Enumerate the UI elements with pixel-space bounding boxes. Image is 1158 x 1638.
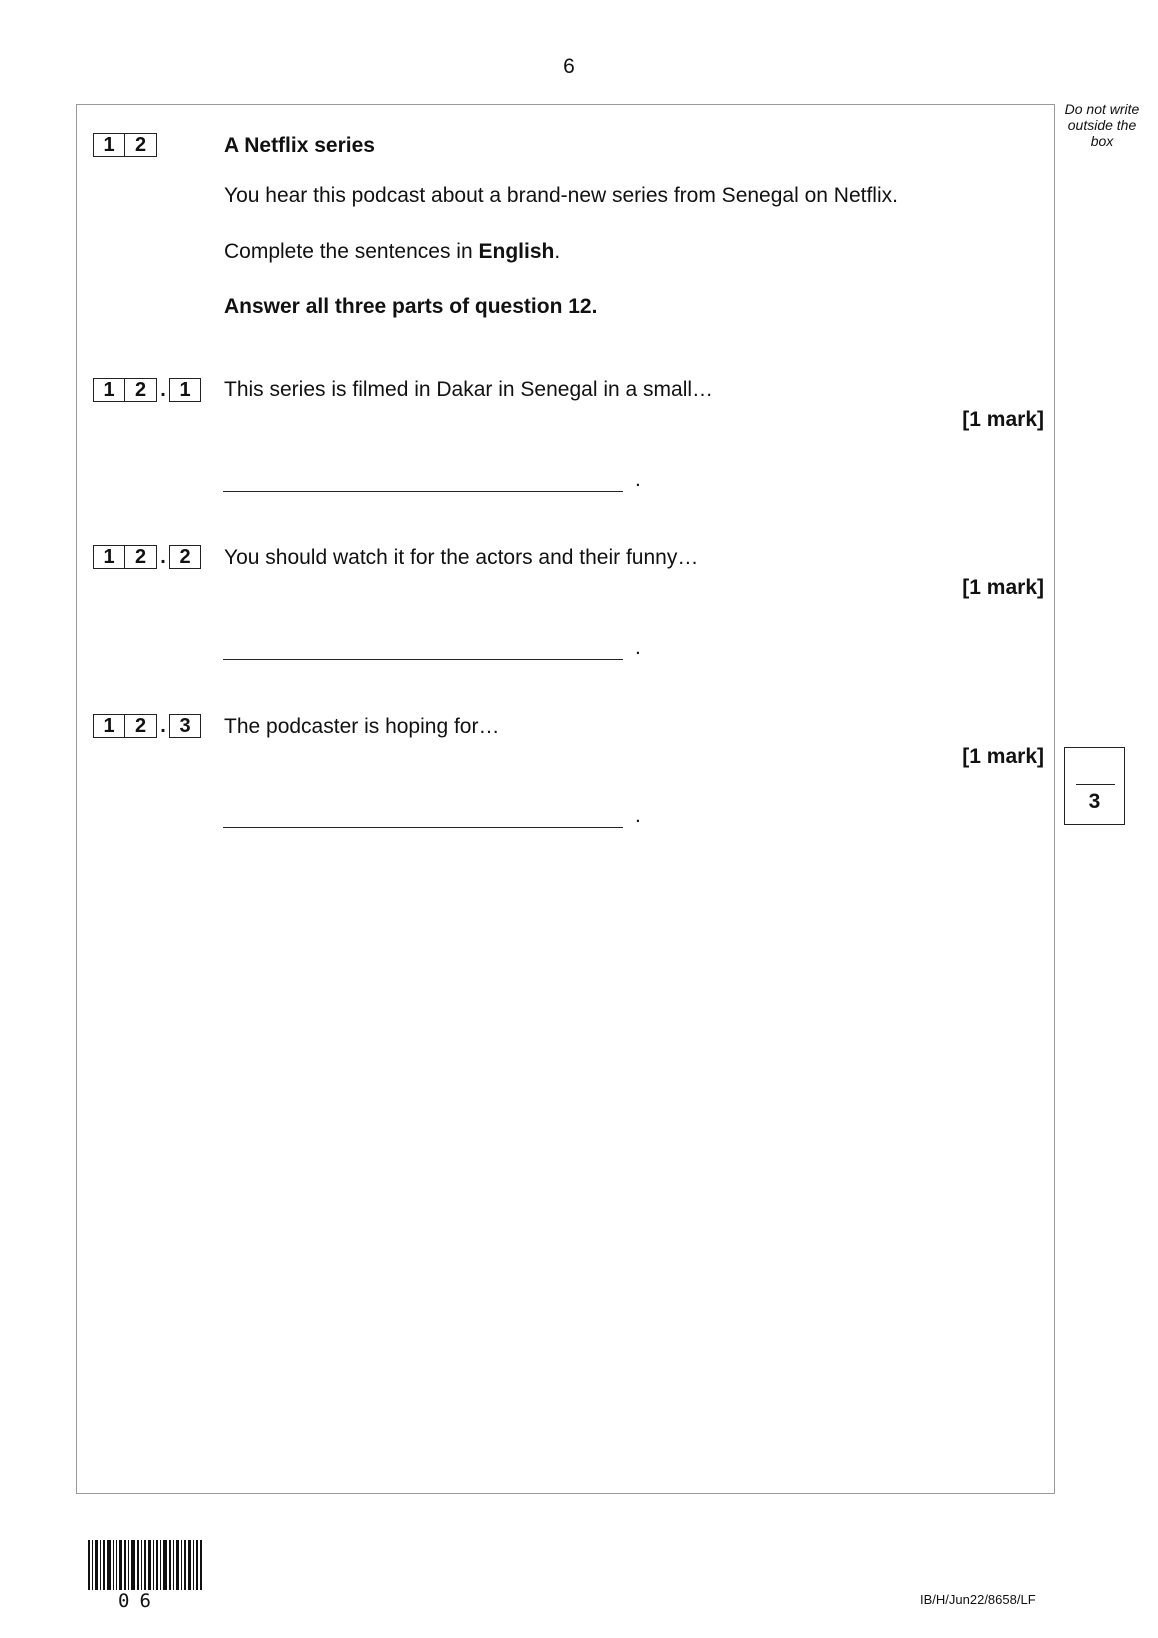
part-number-dot: . <box>160 546 166 568</box>
barcode <box>88 1540 204 1590</box>
part-number-dot: . <box>160 379 166 401</box>
question-number-digit: 2 <box>125 133 157 157</box>
part-number <box>93 713 201 739</box>
question-title: A Netflix series <box>224 134 375 157</box>
instruction-suffix: . <box>554 240 561 263</box>
answer-line-end: . <box>635 468 641 491</box>
part-number-digit: 2 <box>125 378 157 402</box>
question-intro: You hear this podcast about a brand-new series from Senegal on Netflix. <box>224 184 898 207</box>
part-prompt: The podcaster is hoping for… <box>224 715 500 738</box>
answer-line[interactable] <box>223 827 623 828</box>
part-marks: [1 mark] <box>962 408 1044 431</box>
part-number-digit: 2 <box>125 714 157 738</box>
question-number <box>93 132 157 158</box>
barcode-digits: 06 <box>118 1590 161 1612</box>
part-number-digit: 3 <box>169 714 201 738</box>
part-number-digit: 2 <box>125 545 157 569</box>
score-rule <box>1076 784 1115 785</box>
question-instruction <box>224 240 560 264</box>
part-number-digit: 1 <box>93 378 125 402</box>
answer-line-end: . <box>635 804 641 827</box>
part-number-digit: 1 <box>93 545 125 569</box>
part-number <box>93 544 201 570</box>
part-number-digit: 1 <box>169 378 201 402</box>
margin-note-line: box <box>1090 133 1114 149</box>
part-marks: [1 mark] <box>962 745 1044 768</box>
part-number-digit: 1 <box>93 714 125 738</box>
document-reference: IB/H/Jun22/8658/LF <box>920 1592 1036 1607</box>
answer-line[interactable] <box>223 659 623 660</box>
margin-note <box>1058 101 1146 149</box>
part-prompt: You should watch it for the actors and their funny… <box>224 546 699 569</box>
margin-note-line: outside the <box>1067 117 1137 133</box>
instruction-prefix: Complete the sentences in <box>224 240 479 263</box>
page-number: 6 <box>563 55 575 78</box>
part-number <box>93 377 201 403</box>
answer-line[interactable] <box>223 491 623 492</box>
question-number-digit: 1 <box>93 133 125 157</box>
answer-line-end: . <box>635 636 641 659</box>
part-number-digit: 2 <box>169 545 201 569</box>
score-box[interactable] <box>1064 747 1125 825</box>
part-prompt: This series is filmed in Dakar in Senegal in a small… <box>224 378 714 401</box>
margin-note-line: Do not write <box>1064 101 1140 117</box>
part-marks: [1 mark] <box>962 576 1044 599</box>
answer-all-instruction: Answer all three parts of question 12. <box>224 295 598 318</box>
instruction-emphasis: English <box>478 240 555 263</box>
part-number-dot: . <box>160 715 166 737</box>
score-total: 3 <box>1088 790 1101 813</box>
